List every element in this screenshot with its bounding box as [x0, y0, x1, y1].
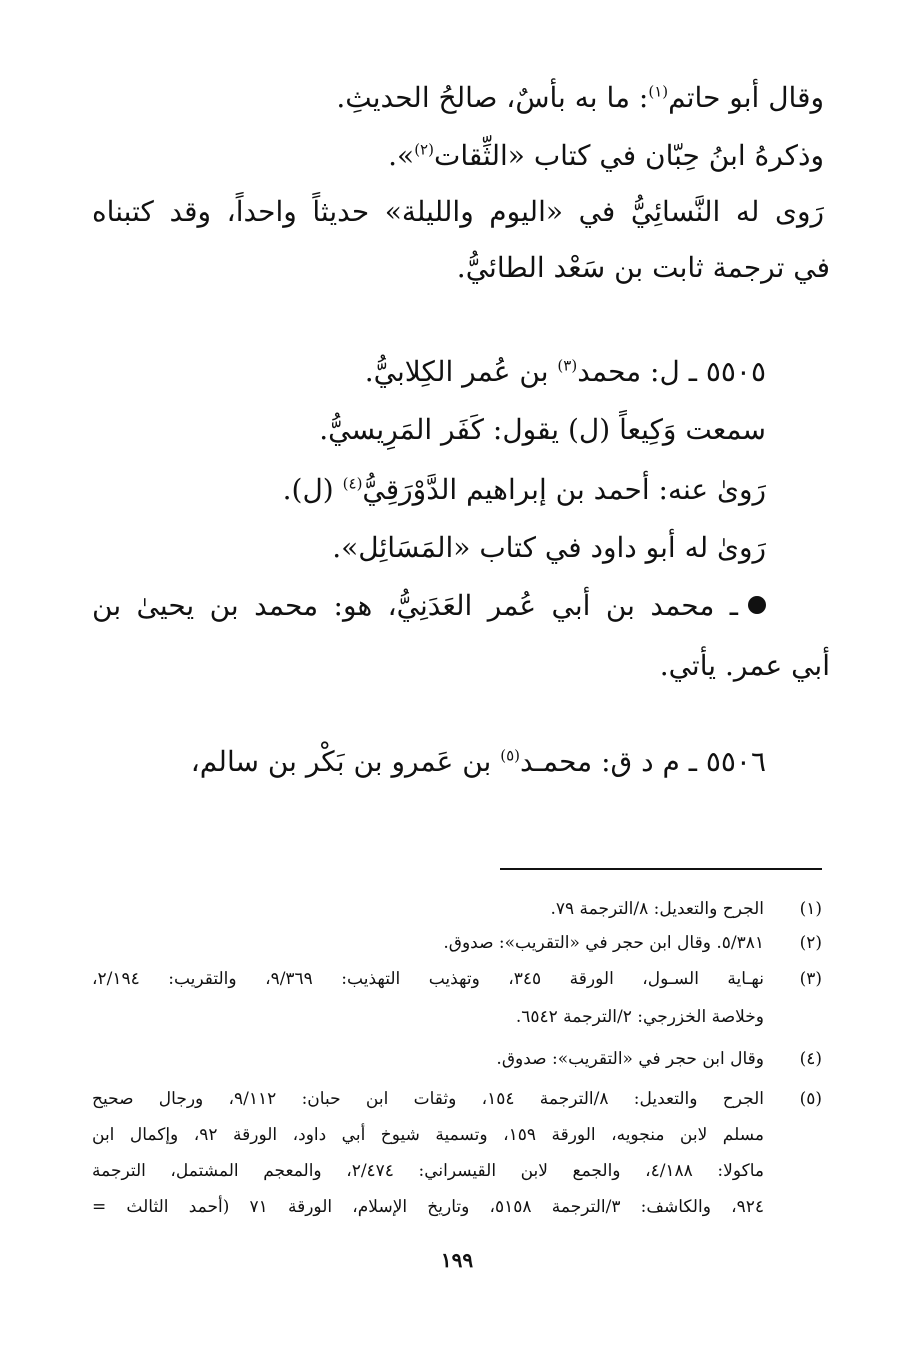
entry-heading — [365, 352, 766, 392]
footnote — [92, 966, 822, 1030]
footnote — [92, 896, 822, 922]
text-line — [283, 470, 766, 510]
footnote-marker: (٢) — [414, 140, 434, 159]
text-segment: ـ محمد بن أبي عُمر العَدَنِيُّ، هو: محمد بن يحيىٰ بن — [92, 589, 738, 622]
footnote-line: ماكولا: ٤/١٨٨، والجمع لابن القيسراني: ٢/٤٧٤، والمعجم المشتمل، الترجمة — [92, 1161, 764, 1181]
footnote-separator — [500, 868, 822, 870]
text-segment: بن عَمرو بن بَكْر بن سالم، — [190, 745, 501, 778]
text-segment: وذكرهُ ابنُ حِبّان في كتاب «الثِّقات — [433, 139, 824, 172]
footnote — [92, 1046, 822, 1072]
footnote-line: ٥/٣٨١. وقال ابن حجر في «التقريب»: صدوق. — [443, 933, 764, 953]
footnote-number: (٢) — [799, 933, 822, 953]
text-segment: : ما به بأسٌ، صالحُ الحديثِ. — [336, 81, 649, 114]
text-line: رَوىٰ له أبو داود في كتاب «المَسَائِل». — [332, 531, 766, 564]
text-segment: بن عُمر الكِلابيُّ. — [364, 355, 558, 388]
text-line: أبي عمر. يأتي. — [659, 649, 830, 682]
entry-heading — [191, 742, 766, 782]
text-line — [388, 136, 824, 176]
footnote-number: (٤) — [799, 1049, 822, 1069]
footnote-line: وقال ابن حجر في «التقريب»: صدوق. — [496, 1049, 764, 1069]
footnote — [92, 1086, 822, 1220]
footnote-text — [92, 966, 764, 1030]
footnote-text — [92, 1086, 764, 1220]
footnote-marker: (٥) — [500, 746, 521, 765]
footnote-marker: (٣) — [557, 356, 578, 375]
text-line: سمعت وَكِيعاً (ل) يقول: كَفَر المَرِيسيُّ. — [319, 413, 766, 446]
cross-reference-line — [92, 586, 766, 626]
footnote-number: (٣) — [799, 969, 822, 989]
bullet-icon — [748, 596, 766, 614]
footnote-number: (٥) — [799, 1089, 822, 1109]
footnote-text — [92, 896, 764, 922]
footnote-line: الجرح والتعديل: ٨/الترجمة ٧٩. — [550, 899, 764, 919]
footnote-line: وخلاصة الخزرجي: ٢/الترجمة ٦٥٤٢. — [515, 1007, 764, 1027]
footnote-text — [92, 1046, 764, 1072]
text-segment: ». — [388, 139, 415, 172]
footnote-line: نهـاية السـول، الورقة ٣٤٥، وتهذيب التهذيب: ٩/٣٦٩، والتقريب: ٢/١٩٤، — [92, 969, 764, 989]
text-line: في ترجمة ثابت بن سَعْد الطائيُّ. — [456, 251, 830, 284]
text-line: رَوى له النَّسائِيُّ في «اليوم والليلة» حديثاً واحداً، وقد كتبناه — [92, 195, 824, 228]
text-segment: (ل). — [282, 473, 343, 506]
text-segment: ٥٥٠٦ ـ م د ق: محمـد — [520, 745, 766, 778]
text-line — [336, 78, 824, 118]
text-segment: ٥٥٠٥ ـ ل: محمد — [577, 355, 766, 388]
page-number: ١٩٩ — [440, 1248, 474, 1272]
footnote-line: مسلم لابن منجويه، الورقة ١٥٩، وتسمية شيوخ أبي داود، الورقة ٩٢، وإكمال ابن — [92, 1125, 764, 1145]
footnote — [92, 930, 822, 956]
text-segment: وقال أبو حاتم — [668, 81, 824, 114]
footnote-marker: (٤) — [342, 474, 363, 493]
footnote-number: (١) — [799, 899, 822, 919]
text-segment: رَوىٰ عنه: أحمد بن إبراهيم الدَّوْرَقِيُّ — [362, 473, 766, 506]
footnote-text — [92, 930, 764, 956]
footnote-line: الجرح والتعديل: ٨/الترجمة ١٥٤، وثقات ابن حبان: ٩/١١٢، ورجال صحيح — [92, 1089, 764, 1109]
footnote-line: ٩٢٤، والكاشف: ٣/الترجمة ٥١٥٨، وتاريخ الإسلام، الورقة ٧١ (أحمد الثالث = — [92, 1197, 765, 1217]
footnote-marker: (١) — [648, 82, 669, 101]
